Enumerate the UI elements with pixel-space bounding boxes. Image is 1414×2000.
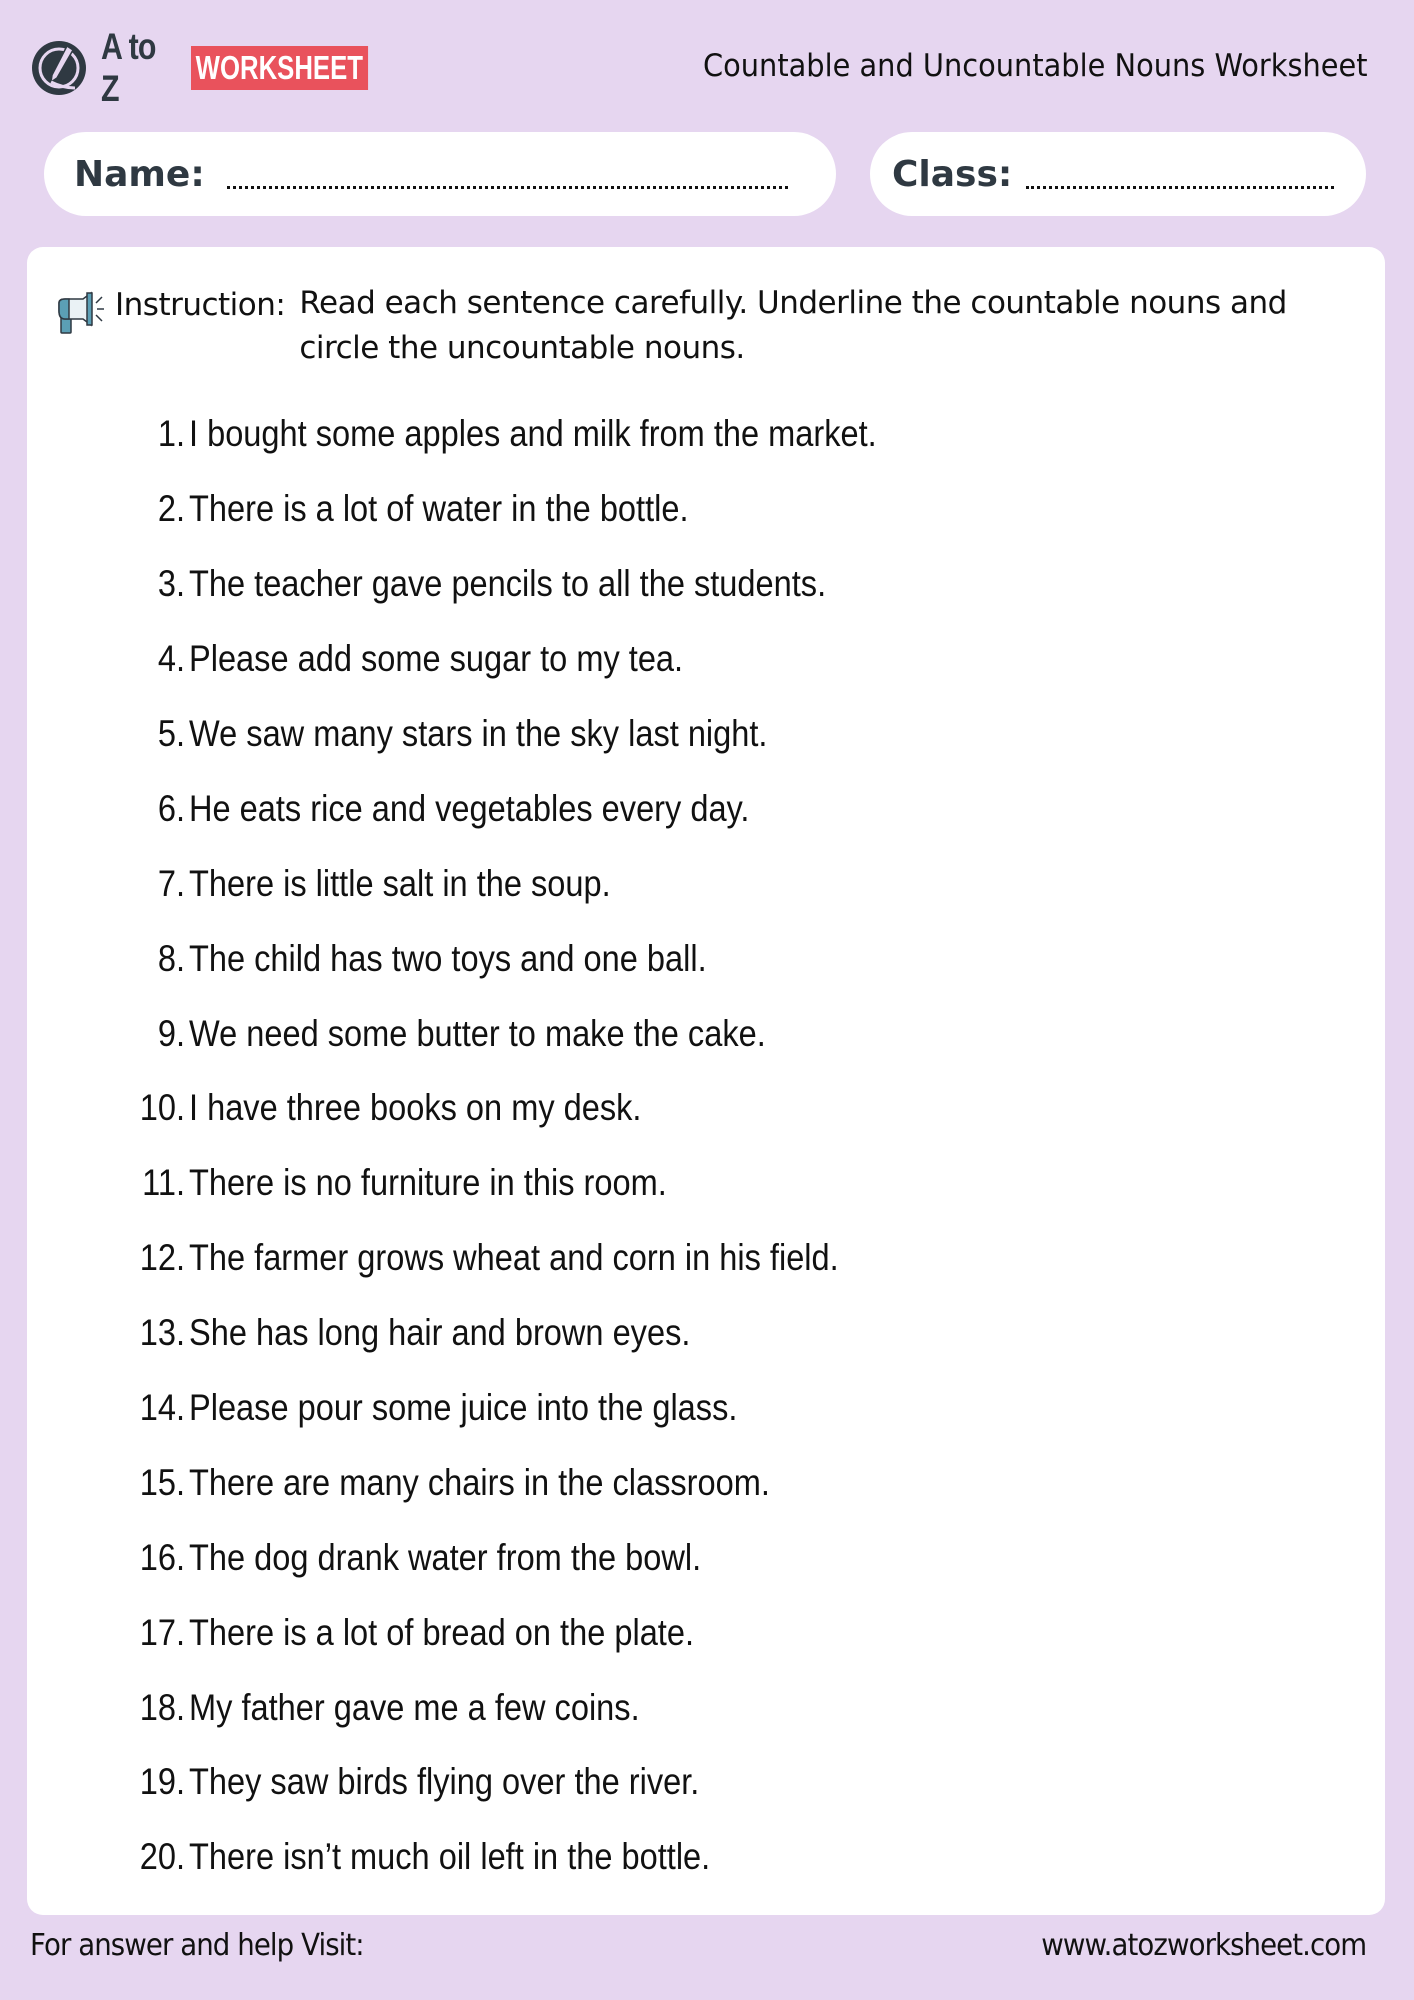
question-text[interactable]: There is a lot of bread on the plate. — [189, 1611, 695, 1653]
footer-website-link[interactable]: www.atozworksheet.com — [1041, 1928, 1366, 1963]
question-item — [27, 472, 1385, 547]
question-item — [27, 1445, 1385, 1520]
class-write-line[interactable] — [1026, 160, 1334, 189]
question-text[interactable]: We saw many stars in the sky last night. — [189, 713, 768, 754]
name-field[interactable] — [44, 132, 836, 216]
question-item — [27, 1071, 1385, 1146]
question-item — [27, 921, 1385, 996]
question-item — [27, 846, 1385, 921]
instruction-label: Instruction: — [115, 287, 286, 323]
question-item — [27, 547, 1385, 622]
logo-text: A to Z — [101, 26, 156, 109]
question-text[interactable]: The dog drank water from the bowl. — [189, 1536, 702, 1578]
question-item — [27, 1221, 1385, 1296]
question-item — [27, 1670, 1385, 1745]
question-number: 11. — [142, 1162, 185, 1204]
question-text[interactable]: They saw birds flying over the river. — [189, 1761, 700, 1803]
question-text[interactable]: She has long hair and brown eyes. — [189, 1312, 691, 1354]
footer-help-text: For answer and help Visit: — [30, 1928, 364, 1963]
question-text[interactable]: There are many chairs in the classroom. — [189, 1461, 770, 1503]
question-item — [27, 1745, 1385, 1820]
question-number: 4. — [157, 638, 185, 680]
question-item — [27, 1296, 1385, 1371]
name-write-line[interactable] — [227, 160, 788, 189]
question-item — [27, 1146, 1385, 1221]
question-number: 9. — [157, 1012, 185, 1054]
logo — [29, 26, 418, 109]
question-text[interactable]: The teacher gave pencils to all the students. — [189, 563, 827, 605]
question-number: 3. — [157, 563, 185, 605]
question-text[interactable]: There is no furniture in this room. — [189, 1162, 667, 1204]
question-number: 16. — [139, 1536, 185, 1578]
question-number: 13. — [139, 1312, 185, 1354]
question-number: 14. — [139, 1387, 185, 1429]
question-text[interactable]: We need some butter to make the cake. — [189, 1012, 766, 1054]
question-text[interactable]: I have three books on my desk. — [189, 1087, 642, 1129]
question-text[interactable]: The child has two toys and one ball. — [189, 937, 707, 979]
question-number: 17. — [139, 1611, 185, 1653]
instruction-text: Read each sentence carefully. Underline the countable nouns and circle the uncountable nouns. — [299, 285, 1287, 366]
question-text[interactable]: My father gave me a few coins. — [189, 1686, 640, 1728]
question-number: 10. — [139, 1087, 185, 1129]
question-text[interactable]: Please add some sugar to my tea. — [189, 638, 684, 680]
question-number: 19. — [139, 1761, 185, 1803]
question-item — [27, 1820, 1385, 1895]
question-number: 12. — [139, 1237, 185, 1279]
question-text[interactable]: The farmer grows wheat and corn in his field. — [189, 1237, 839, 1279]
question-number: 8. — [157, 937, 185, 979]
question-number: 2. — [157, 488, 185, 530]
question-number: 15. — [139, 1461, 185, 1503]
question-item — [27, 697, 1385, 772]
pen-nib-circle-icon — [29, 38, 89, 98]
class-label: Class: — [892, 153, 1013, 195]
question-text[interactable]: I bought some apples and milk from the market. — [189, 413, 877, 455]
question-number: 18. — [139, 1686, 185, 1728]
question-text[interactable]: There isn’t much oil left in the bottle. — [189, 1836, 711, 1878]
instruction — [55, 287, 1355, 371]
question-text[interactable]: There is a lot of water in the bottle. — [189, 488, 689, 530]
question-item — [27, 1595, 1385, 1670]
name-label: Name: — [74, 153, 205, 195]
logo-badge: WORKSHEET — [191, 46, 368, 90]
question-item — [27, 1371, 1385, 1446]
question-number: 5. — [157, 713, 185, 754]
question-text[interactable]: Please pour some juice into the glass. — [189, 1387, 738, 1429]
question-item — [27, 1520, 1385, 1595]
question-text[interactable]: There is little salt in the soup. — [189, 862, 611, 904]
question-number: 20. — [139, 1836, 185, 1878]
question-number: 1. — [157, 413, 185, 455]
question-number: 7. — [157, 862, 185, 904]
question-item — [27, 622, 1385, 697]
header — [0, 0, 1414, 120]
question-list — [27, 397, 1385, 1895]
megaphone-icon — [55, 291, 105, 335]
question-item — [27, 771, 1385, 846]
worksheet-card — [27, 247, 1385, 1915]
question-item — [27, 996, 1385, 1071]
question-text[interactable]: He eats rice and vegetables every day. — [189, 787, 750, 829]
class-field[interactable] — [870, 132, 1366, 216]
worksheet-title: Countable and Uncountable Nouns Worksheet — [703, 48, 1368, 84]
question-number: 6. — [157, 787, 185, 829]
question-item — [27, 397, 1385, 472]
